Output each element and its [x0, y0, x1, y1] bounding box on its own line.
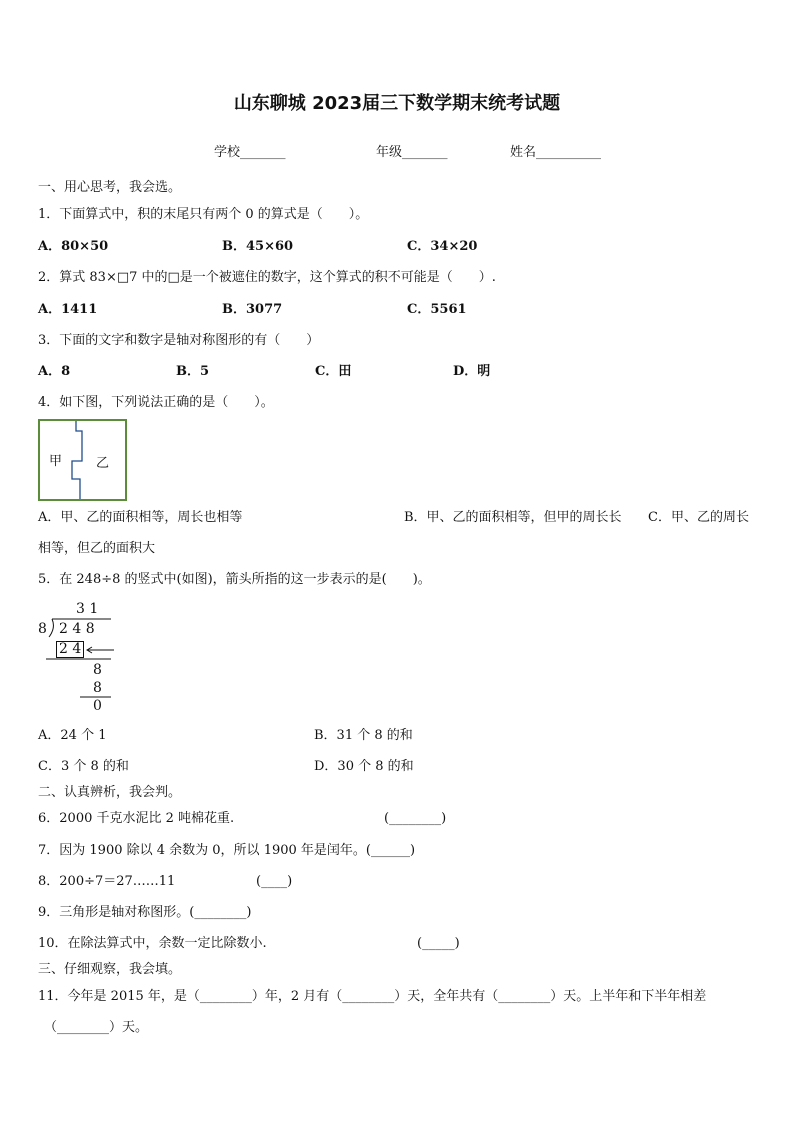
- question-5-option-c: C．3 个 8 的和: [38, 759, 129, 774]
- figure-label-yi: 乙: [96, 456, 110, 471]
- question-1-option-a: A．80×50: [38, 239, 109, 254]
- question-6-blank: (________): [384, 811, 447, 826]
- division-step-highlighted: 2 4: [56, 641, 84, 658]
- question-3-option-d: D．明: [453, 364, 491, 379]
- division-remainder: 0: [93, 698, 102, 714]
- section-3-heading: 三、仔细观察，我会填。: [38, 962, 182, 977]
- question-6-stem: 6．2000 千克水泥比 2 吨棉花重.: [38, 811, 235, 826]
- question-3-stem: 3．下面的文字和数字是轴对称图形的有（ ）: [38, 333, 320, 348]
- page-title: 山东聊城 2023届三下数学期末统考试题: [233, 93, 561, 114]
- question-5-option-b: B．31 个 8 的和: [314, 728, 413, 743]
- division-dividend: 2 4 8: [59, 621, 95, 637]
- section-1-heading: 一、用心思考，我会选。: [38, 180, 182, 195]
- school-field: 学校_______: [214, 145, 286, 160]
- question-1-option-c: C．34×20: [407, 239, 478, 254]
- section-2-heading: 二、认真辨析，我会判。: [38, 785, 182, 800]
- question-3-option-a: A．8: [38, 364, 71, 379]
- question-2-option-c: C．5561: [407, 302, 467, 317]
- question-11-line-1: 11．今年是 2015 年，是（________）年，2 月有（________）天，全年共有（________）天。上半年和下半年相差: [38, 989, 707, 1004]
- name-field: 姓名__________: [510, 145, 602, 160]
- question-4-option-a: A．甲、乙的面积相等，周长也相等: [38, 510, 243, 525]
- division-step-2: 8: [93, 662, 102, 678]
- question-2-option-b: B．3077: [222, 302, 283, 317]
- question-7-stem: 7．因为 1900 除以 4 余数为 0，所以 1900 年是闰年。(______): [38, 843, 416, 858]
- long-division-figure: [36, 600, 126, 716]
- question-1-stem: 1．下面算式中，积的末尾只有两个 0 的算式是（ ）。: [38, 207, 369, 222]
- question-4-option-c-continued: 相等，但乙的面积大: [38, 541, 156, 556]
- grade-field: 年级_______: [376, 145, 448, 160]
- question-4-option-c: C．甲、乙的周长: [648, 510, 749, 525]
- question-11-line-2: （________）天。: [44, 1020, 149, 1035]
- question-10-stem: 10．在除法算式中，余数一定比除数小.: [38, 936, 267, 951]
- question-5-option-d: D．30 个 8 的和: [314, 759, 414, 774]
- figure-label-jia: 甲: [49, 454, 63, 469]
- question-10-blank: (_____): [417, 936, 460, 951]
- question-2-option-a: A．1411: [38, 302, 98, 317]
- shape-figure: [38, 419, 127, 501]
- question-1-option-b: B．45×60: [222, 239, 294, 254]
- question-2-stem: 2．算式 83×□7 中的□是一个被遮住的数字，这个算式的积不可能是（ ）.: [38, 270, 496, 285]
- division-divisor: 8: [38, 621, 47, 637]
- division-bracket: [36, 600, 126, 716]
- question-5-stem: 5．在 248÷8 的竖式中(如图)，箭头所指的这一步表示的是( )。: [38, 572, 431, 587]
- division-quotient: 3 1: [76, 601, 99, 617]
- question-4-option-b: B．甲、乙的面积相等，但甲的周长长: [404, 510, 622, 525]
- question-3-option-b: B．5: [176, 364, 210, 379]
- question-8-blank: (____): [256, 874, 293, 889]
- question-4-stem: 4．如下图，下列说法正确的是（ ）。: [38, 395, 274, 410]
- question-9-stem: 9．三角形是轴对称图形。(________): [38, 905, 252, 920]
- question-5-option-a: A．24 个 1: [38, 728, 107, 743]
- question-3-option-c: C．田: [315, 364, 352, 379]
- division-step-3: 8: [93, 680, 102, 696]
- question-8-stem: 8．200÷7＝27……11: [38, 874, 176, 889]
